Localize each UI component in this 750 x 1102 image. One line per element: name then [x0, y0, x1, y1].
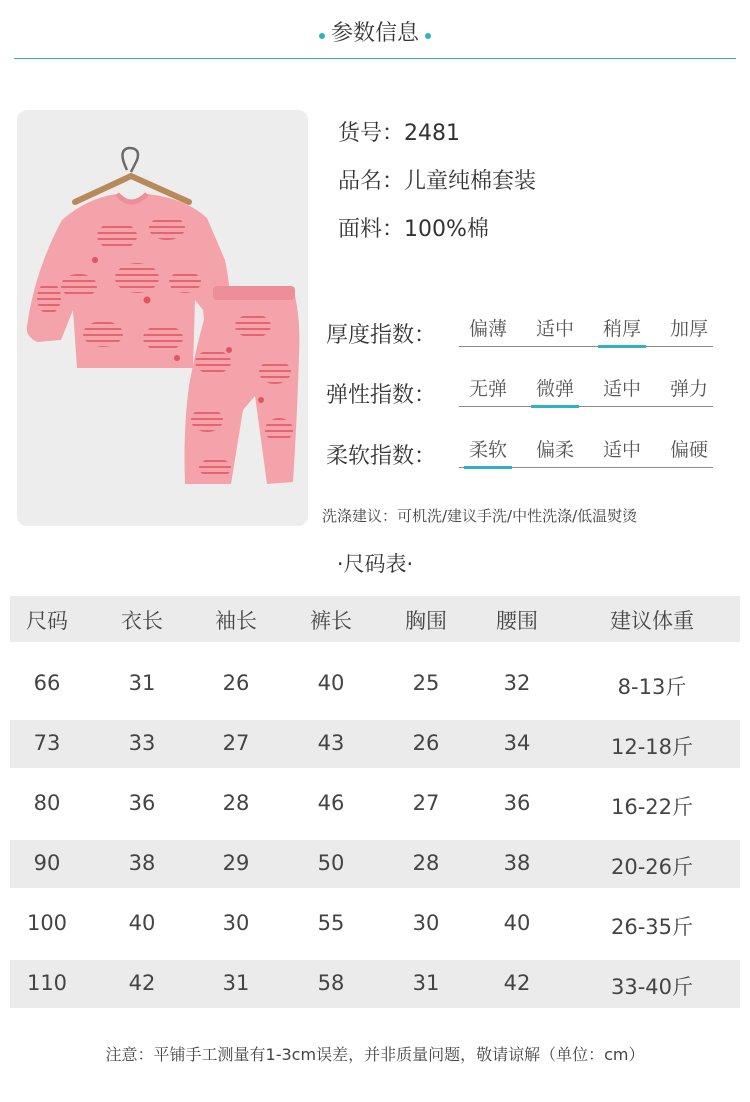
index-selected-marker: [598, 345, 646, 348]
table-cell: 100: [26, 911, 68, 935]
table-cell: 40: [503, 911, 531, 935]
info-item-name: [338, 164, 536, 195]
table-cell: 36: [503, 791, 531, 815]
table-cell: 27: [222, 731, 250, 755]
table-cell: 43: [317, 731, 345, 755]
table-cell: 40: [317, 671, 345, 695]
table-cell: 16-22斤: [610, 795, 694, 819]
table-header-cell: 腰围: [496, 609, 538, 633]
bullet-dot-icon: [425, 33, 431, 39]
table-header-cell: 袖长: [215, 609, 257, 633]
info-item-no: [338, 116, 460, 147]
table-cell: 8-13斤: [617, 675, 687, 699]
index-option: 柔软: [468, 439, 507, 461]
index-option: 适中: [602, 439, 641, 461]
table-cell: 29: [222, 851, 250, 875]
table-cell: 31: [128, 671, 156, 695]
index-option: 适中: [535, 318, 574, 340]
index-selected-marker: [531, 405, 579, 408]
product-image: [17, 110, 308, 526]
table-cell: 38: [503, 851, 531, 875]
table-cell: 26-35斤: [610, 915, 694, 939]
table-cell: 40: [128, 911, 156, 935]
index-option: 微弹: [535, 378, 574, 400]
measurement-note: 注意：平铺手工测量有1-3cm误差，并非质量问题，敬请谅解（单位：cm）: [105, 1045, 645, 1064]
table-cell: 55: [317, 911, 345, 935]
table-cell: 80: [33, 791, 61, 815]
index-selected-marker: [464, 466, 512, 469]
table-cell: 42: [503, 971, 531, 995]
index-scale-line: [459, 346, 713, 347]
section-header: [0, 14, 750, 58]
index-option: 适中: [602, 378, 641, 400]
index-option: 稍厚: [602, 318, 641, 340]
index-option: 偏柔: [535, 439, 574, 461]
table-cell: 90: [33, 851, 61, 875]
info-key: 货号：: [338, 121, 405, 146]
table-cell: 26: [412, 731, 440, 755]
index-label: 弹性指数：: [326, 383, 437, 408]
bullet-dot-icon: [319, 33, 325, 39]
table-cell: 20-26斤: [610, 855, 694, 879]
index-label: 厚度指数：: [326, 323, 437, 348]
table-cell: 33: [128, 731, 156, 755]
table-cell: 31: [412, 971, 440, 995]
table-cell: 26: [222, 671, 250, 695]
info-value: 2481: [404, 121, 461, 146]
table-cell: 36: [128, 791, 156, 815]
table-cell: 32: [503, 671, 531, 695]
index-option: 偏硬: [669, 439, 708, 461]
index-option: 偏薄: [468, 318, 507, 340]
table-header-cell: 裤长: [310, 609, 352, 633]
table-cell: 33-40斤: [610, 975, 694, 999]
table-cell: 34: [503, 731, 531, 755]
info-value: 100%棉: [404, 217, 489, 242]
section-title: 参数信息: [330, 21, 419, 46]
table-cell: 12-18斤: [610, 735, 694, 759]
table-cell: 46: [317, 791, 345, 815]
table-cell: 27: [412, 791, 440, 815]
table-cell: 28: [222, 791, 250, 815]
info-key: 品名：: [338, 169, 405, 194]
info-value: 儿童纯棉套装: [404, 169, 537, 194]
index-option: 加厚: [669, 318, 708, 340]
index-label: 柔软指数：: [326, 444, 437, 469]
table-cell: 25: [412, 671, 440, 695]
table-cell: 30: [412, 911, 440, 935]
table-cell: 73: [33, 731, 61, 755]
table-cell: 66: [33, 671, 61, 695]
table-cell: 50: [317, 851, 345, 875]
table-header-cell: 建议体重: [610, 609, 694, 633]
table-header-cell: 胸围: [405, 609, 447, 633]
table-cell: 42: [128, 971, 156, 995]
table-cell: 110: [26, 971, 68, 995]
index-option: 弹力: [669, 378, 708, 400]
header-divider: [14, 58, 736, 59]
pajama-set-illustration: [17, 110, 308, 526]
index-scale-line: [459, 406, 713, 407]
wash-advice: 洗涤建议：可机洗/建议手洗/中性洗涤/低温熨烫: [322, 507, 638, 525]
size-table-title: ·尺码表·: [336, 552, 414, 576]
table-cell: 30: [222, 911, 250, 935]
table-cell: 38: [128, 851, 156, 875]
table-header-cell: 衣长: [121, 609, 163, 633]
table-cell: 31: [222, 971, 250, 995]
info-item-fabric: [338, 212, 489, 243]
info-key: 面料：: [338, 217, 405, 242]
index-option: 无弹: [468, 378, 507, 400]
table-cell: 28: [412, 851, 440, 875]
table-header-cell: 尺码: [26, 609, 68, 633]
table-cell: 58: [317, 971, 345, 995]
